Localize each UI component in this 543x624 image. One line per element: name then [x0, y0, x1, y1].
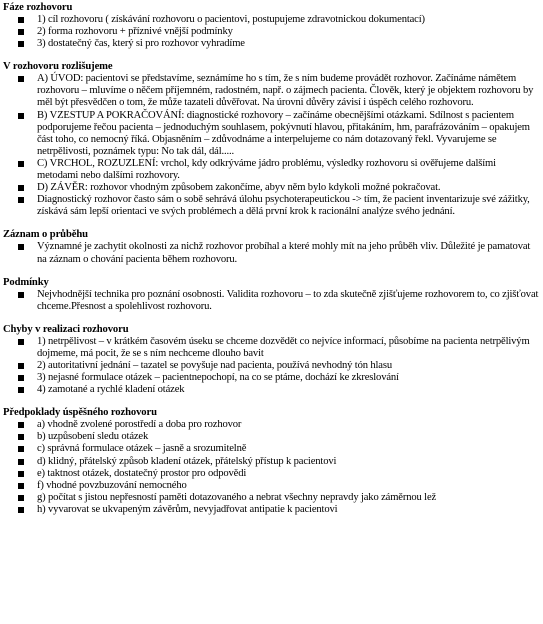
list-item-text: Významné je zachytit okolnosti za nichž rozhovor probíhal a které mohly mít na jeho průběh vliv. Důležité je pamatovat na záznam o chování pacienta během rozhovoru. — [37, 241, 531, 265]
list-item — [16, 443, 539, 455]
list-item-text: h) vyvarovat se ukvapeným závěrům, nevyjadřovat antipatie k pacientovi — [37, 503, 338, 515]
square-bullet-icon — [18, 76, 24, 82]
list-item-text: Diagnostický rozhovor často sám o sobě sehrává úlohu psychoterapeutickou -> tím, že pacient inventarizuje své zážitky, získává sám lepší orientaci ve svých problémech a dělá první krok k racionální analýze svého jednání. — [37, 194, 530, 218]
list-item — [16, 384, 539, 396]
bullet-list — [3, 241, 539, 265]
list-item — [16, 504, 539, 516]
section — [3, 61, 539, 218]
section — [3, 229, 539, 265]
list-item — [16, 492, 539, 504]
bullet-list — [3, 419, 539, 516]
square-bullet-icon — [18, 507, 24, 513]
list-item — [16, 419, 539, 431]
list-item-text: B) VZESTUP A POKRAČOVÁNÍ: diagnostické rozhovory – začínáme obecnějšími otázkami. Sdílnost s pacientem podporujeme řečou pacienta – jednoduchým souhlasem, pokývnutí hlavou, přitakáním, hm, parafrázováním – opakujem část toho, co nemocný říká. Objasněním – zdůvodnáme a interpelujeme co nám dotazovaný řekl. Vyvarujeme se netrpělivosti, poznámek typu: No tak dál, dál..... — [37, 109, 530, 157]
list-item-text: c) správná formulace otázek – jasně a srozumitelně — [37, 443, 247, 455]
list-item — [16, 194, 539, 218]
list-item-text: e) taktnost otázek, dostatečný prostor pro odpovědi — [37, 467, 247, 479]
list-item-text: C) VRCHOL, ROZUZLENÍ: vrchol, kdy odkrýváme jádro problému, výsledky rozhovoru si ověřujeme dalšími metodami nebo dalšími rozhovory. — [37, 157, 496, 182]
list-item-text: 4) zamotané a rychlé kladení otázek — [37, 384, 185, 396]
section-heading: Fáze rozhovoru — [3, 2, 73, 13]
list-item — [16, 110, 539, 158]
bullet-list — [3, 336, 539, 396]
list-item — [16, 456, 539, 468]
square-bullet-icon — [18, 387, 24, 393]
list-item-text: a) vhodně zvolené porostředí a doba pro rozhovor — [37, 419, 242, 431]
square-bullet-icon — [18, 483, 24, 489]
section — [3, 2, 539, 50]
section-heading: V rozhovoru rozlišujeme — [3, 61, 113, 73]
list-item-text: 2) autoritativní jednání – tazatel se povyšuje nad pacienta, používá nevhodný tón hlasu — [37, 359, 392, 371]
list-item — [16, 241, 539, 265]
square-bullet-icon — [18, 422, 24, 428]
list-item-text: g) počítat s jistou nepřesností paměti dotazovaného a nebrat všechny nepravdy jako záměrnou lež — [37, 491, 437, 503]
list-item — [16, 26, 539, 38]
list-item-text: 3) dostatečný čas, který si pro rozhovor vyhradíme — [37, 38, 245, 50]
list-item-text: Nejvhodnější technika pro poznání osobnosti. Validita rozhovoru – to zda skutečně zjišťujeme rozhovorem to, co zjišťovat chceme.Přesnost a spolehlivost rozhovoru. — [37, 288, 539, 312]
square-bullet-icon — [18, 292, 24, 298]
section-spacer — [3, 313, 539, 324]
square-bullet-icon — [18, 29, 24, 35]
section-heading: Záznam o průběhu — [3, 229, 88, 241]
list-item-text: f) vhodné povzbuzování nemocného — [37, 479, 187, 491]
square-bullet-icon — [18, 197, 24, 203]
list-item — [16, 38, 539, 50]
list-item — [16, 14, 539, 26]
section-heading: Chyby v realizaci rozhovoru — [3, 323, 129, 335]
list-item-text: d) klidný, přátelský způsob kladení otázek, přátelský přístup k pacientovi — [37, 455, 337, 467]
square-bullet-icon — [18, 244, 24, 250]
list-item-text: D) ZÁVĚR: rozhovor vhodným způsobem zakončíme, abyv něm bylo kdykoli možné pokračovat. — [37, 182, 441, 194]
section — [3, 277, 539, 313]
bullet-list — [3, 14, 539, 50]
square-bullet-icon — [18, 446, 24, 452]
square-bullet-icon — [18, 185, 24, 191]
section-heading: Podmínky — [3, 276, 49, 288]
square-bullet-icon — [18, 375, 24, 381]
square-bullet-icon — [18, 471, 24, 477]
list-item-text: 3) nejasné formulace otázek – pacientnepochopí, na co se ptáme, dochází ke zkreslování — [37, 372, 399, 384]
section-spacer — [3, 396, 539, 407]
list-item-text: 2) forma rozhovoru + příznivé vnější podmínky — [37, 26, 233, 38]
section-spacer — [3, 50, 539, 61]
list-item — [16, 336, 539, 360]
list-item-text: 1) cíl rozhovoru ( získávání rozhovoru o pacientovi, postupujeme zdravotnickou dokumentací) — [37, 14, 425, 25]
list-item — [16, 73, 539, 109]
list-item — [16, 480, 539, 492]
section-heading: Předpoklady úspěšného rozhovoru — [3, 407, 157, 419]
square-bullet-icon — [18, 495, 24, 501]
square-bullet-icon — [18, 459, 24, 465]
list-item — [16, 182, 539, 194]
square-bullet-icon — [18, 161, 24, 167]
section-spacer — [3, 266, 539, 277]
list-item-text: A) ÚVOD: pacientovi se představíme, seznámíme ho s tím, že s ním budeme provádět rozhovor. Začínáme námětem rozhovoru – mluvíme o něčem příjemném, radostném, např. o zájmech pacienta. Člověk, který je objektem rozhovoru by měl být přesvědčen o tom, že může tazateli důvěřovat. Na úrovni důvěry závisí i úspěch celého rozhovoru. — [37, 73, 534, 109]
list-item — [16, 468, 539, 480]
square-bullet-icon — [18, 41, 24, 47]
square-bullet-icon — [18, 434, 24, 440]
list-item — [16, 289, 539, 313]
bullet-list — [3, 289, 539, 313]
list-item — [16, 372, 539, 384]
list-item-text: b) uzpůsobení sledu otázek — [37, 431, 149, 443]
list-item — [16, 158, 539, 182]
list-item — [16, 431, 539, 443]
list-item-text: 1) netrpělivost – v krátkém časovém úseku se chceme dozvědět co nejvíce informací, působíme na pacienta netrpělivým dojmeme, má pocit, že se s ním nechceme dlouho bavit — [37, 335, 530, 359]
section — [3, 407, 539, 516]
square-bullet-icon — [18, 339, 24, 345]
square-bullet-icon — [18, 363, 24, 369]
section-spacer — [3, 218, 539, 229]
bullet-list — [3, 73, 539, 218]
square-bullet-icon — [18, 17, 24, 23]
list-item — [16, 360, 539, 372]
square-bullet-icon — [18, 113, 24, 119]
section — [3, 324, 539, 396]
